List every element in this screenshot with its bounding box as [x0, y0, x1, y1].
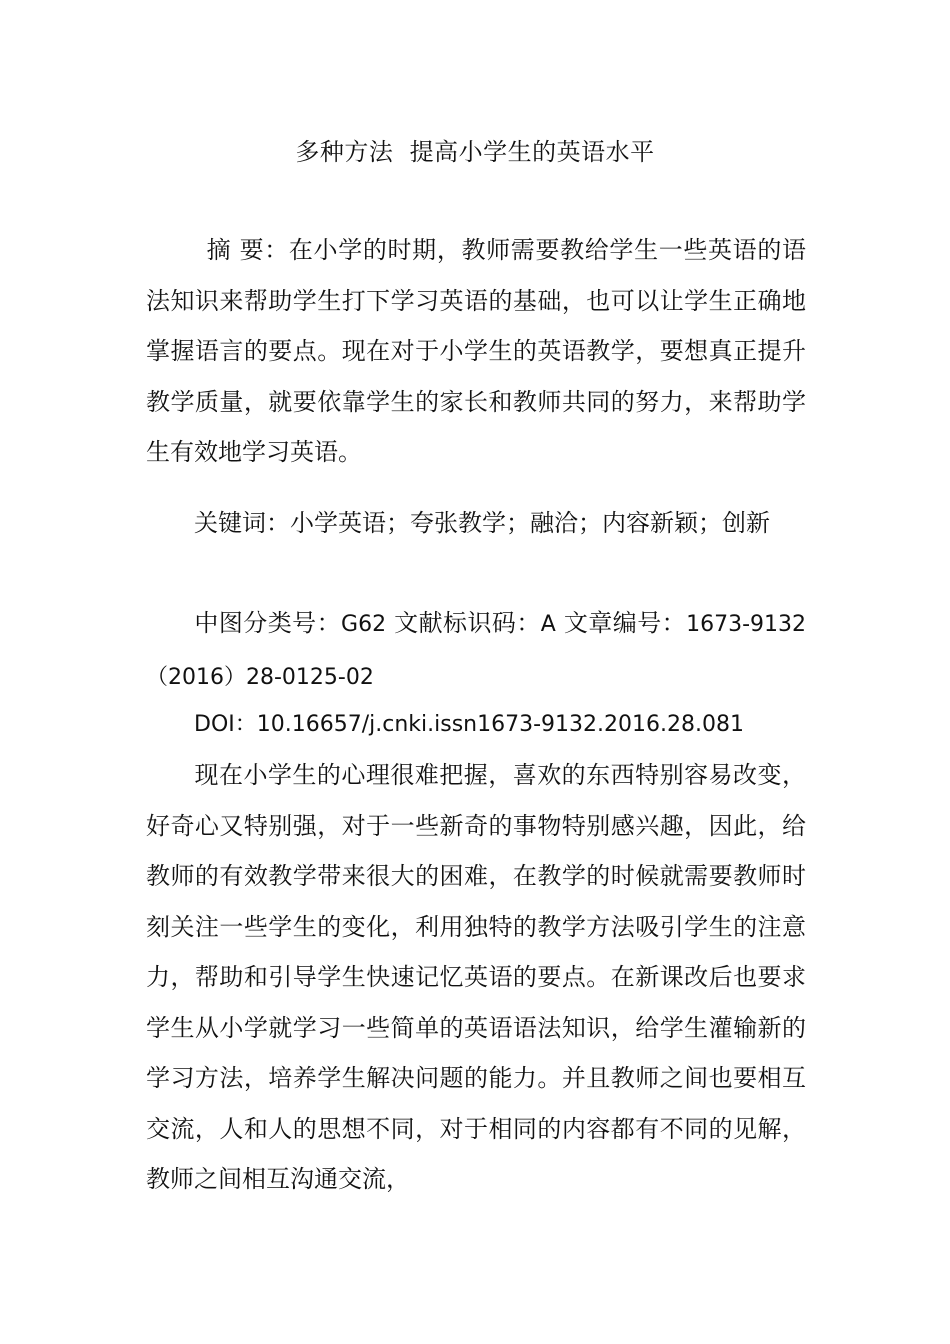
doc-code-value: A — [540, 612, 556, 637]
clc-label: 中图分类号： — [194, 609, 342, 637]
body-text: 现在小学生的心理很难把握，喜欢的东西特别容易改变，好奇心又特别强，对于一些新奇的事物特别感兴趣，因此，给教师的有效教学带来很大的困难，在教学的时候就需要教师时刻关注一些学生的变化，利用独特的教学方法吸引学生的注意力，帮助和引导学生快速记忆英语的要点。在新课改后也要求学生从小学就学习一些简单的英语语法知识，给学生灌输新的学习方法，培养学生解决问题的能力。并且教师之间也要相互交流，人和人的思想不同，对于相同的内容都有不同的见解，教师之间相互沟通交流， — [146, 761, 806, 1193]
doi-value: 10.16657/j.cnki.issn1673-9132.2016.28.081 — [256, 712, 744, 737]
doi-label: DOI： — [194, 712, 257, 737]
keywords-text: 小学英语；夸张教学；融洽；内容新颖；创新 — [290, 509, 770, 537]
article-no-label: 文章编号： — [563, 609, 687, 637]
body-paragraph — [146, 750, 806, 1205]
abstract-paragraph — [146, 225, 806, 478]
article-title: 多种方法 提高小学生的英语水平 — [295, 138, 655, 166]
article-no-value: 1673-9132（2016）28-0125-02 — [146, 612, 807, 690]
doc-code-label: 文献标识码： — [394, 609, 541, 637]
keywords-paragraph — [146, 498, 806, 549]
keywords-label: 关键词： — [194, 509, 290, 537]
doi-paragraph — [146, 698, 806, 751]
clc-value: G62 — [341, 612, 387, 637]
abstract-label: 摘 要： — [206, 236, 289, 264]
classification-paragraph — [146, 598, 806, 703]
abstract-text: 在小学的时期，教师需要教给学生一些英语的语法知识来帮助学生打下学习英语的基础，也可以让学生正确地掌握语言的要点。现在对于小学生的英语教学，要想真正提升教学质量，就要依靠学生的家长和教师共同的努力，来帮助学生有效地学习英语。 — [146, 236, 806, 466]
